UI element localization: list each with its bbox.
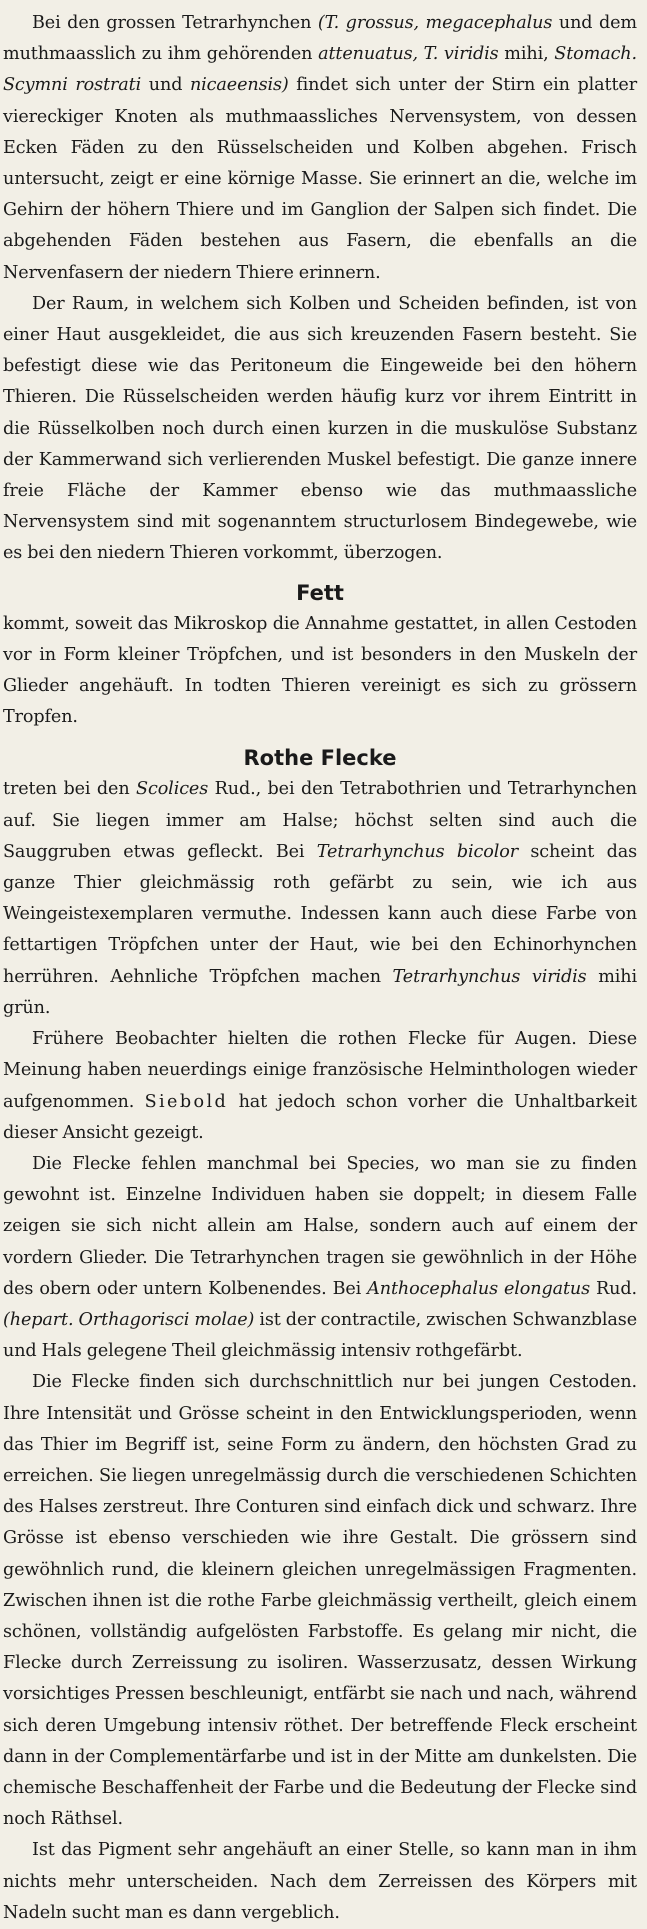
italic-species-name: Anthocephalus elongatus (367, 1278, 591, 1299)
paragraph-flecke-fehlen (3, 1149, 637, 1367)
italic-species-name: Tetrarhynchus bicolor (316, 841, 519, 862)
italic-species-name: Tetrarhynchus viridis (392, 966, 587, 987)
paragraph-kammer-raum (3, 289, 637, 570)
text-span: hat jedoch schon vorher die Unhaltbarkeit dieser Ansicht gezeigt. (3, 1091, 637, 1143)
text-span: Rud. (590, 1278, 637, 1299)
text-span: mihi grün. (3, 966, 637, 1018)
text-span: treten bei den (3, 779, 137, 800)
text-span: Die Flecke finden sich durchschnittlich nur bei jungen Cestoden. Ihre Intensität und Grösse scheint in den Entwicklungsperioden, wenn das Thier im Begriff ist, seine Form zu ändern, den höchsten Grad zu erreichen. Sie liegen unregelmässig durch die verschiedenen Schichten des Halses zerstreut. Ihre Conturen sind einfach dick und schwarz. Ihre Grösse ist ebenso verschieden wie ihre Gestalt. Die grössern sind gewöhnlich rund, die kleinern gleichen unregelmässigen Fragmenten. Zwischen ihnen ist die rothe Farbe gleichmässig vertheilt, gleich einem schönen, vollständig aufgelösten Farbstoffe. Es gelang mir nicht, die Flecke durch Zerreissung zu isoliren. Wasserzusatz, dessen Wirkung vorsichtiges Pressen beschleunigt, entfärbt sie nach und nach, während sich deren Umgebung intensiv röthet. Der betreffende Fleck erscheint dann in der Complementärfarbe und ist in der Mitte am dunkelsten. Die chemische Beschaffenheit der Farbe und die Bedeutung der Flecke sind noch Räthsel. (3, 1372, 637, 1830)
text-span: und dem muthmaasslich zu ihm gehörenden (3, 13, 638, 65)
section-heading-fett: Fett (296, 580, 344, 605)
text-span: findet sich unter der Stirn ein platter viereckiger Knoten als muthmaassliches Nervensystem, von dessen Ecken Fäden zu den Rüsselscheiden und Kolben abgehen. Frisch untersucht, zeigt er eine körnige Masse. Sie erinnert an die, welche im Gehirn der höhern Thiere und im Ganglion der Salpen sich findet. Die abgehenden Fäden bestehen aus Fasern, die ebenfalls an die Nervenfasern der niedern Thiere erinnern. (3, 75, 637, 283)
text-span: scheint das ganze Thier gleichmässig roth gefärbt zu sein, wie ich aus Weingeistexemplaren vermuthe. Indessen kann auch diese Farbe von fettartigen Tröpfchen unter der Haut, wie bei den Echinorhynchen herrühren. Aehnliche Tröpfchen machen (3, 841, 637, 987)
paragraph-pigment (3, 1835, 637, 1929)
italic-species-name: nicaeensis) (189, 75, 289, 96)
section-heading-rothe-flecke: Rothe Flecke (243, 746, 397, 771)
text-span: ist der contractile, zwischen Schwanzblase und Hals gelegene Theil gleichmässig intensiv rothgefärbt. (3, 1309, 637, 1362)
paragraph-tetrarhynchen-nervensystem (3, 8, 637, 289)
italic-species-name: Stomach. Scymni rostrati (3, 44, 637, 96)
text-span: Der Raum, in welchem sich Kolben und Scheiden befinden, ist von einer Haut ausgekleidet, die aus sich kreuzenden Fasern besteht. Sie befestigt diese wie das Peritoneum die Eingeweide bei den höhern Thieren. Die Rüsselscheiden werden häufig kurz vor ihrem Eintritt in die Rüsselkolben noch durch einen kurzen in die muskulöse Substanz der Kammerwand sich verlierenden Muskel befestigt. Die ganze innere freie Fläche der Kammer ebenso wie das muthmaassliche Nervensystem sind mit sogenanntem structurlosem Bindegewebe, wie es bei den niedern Thieren vorkommt, überzogen. (3, 293, 637, 564)
paragraph-rothe-flecke-auftreten (3, 774, 637, 1024)
italic-species-name: (T. grossus, megacephalus (317, 13, 553, 33)
paragraph-fett (3, 609, 637, 734)
text-span: und (141, 75, 190, 96)
italic-species-name: attenuatus, T. viridis (318, 44, 499, 65)
text-span: Die Flecke fehlen manchmal bei Species, wo man sie zu finden gewohnt ist. Einzelne Individuen haben sie doppelt; in diesem Falle zeigen sie sich nicht allein am Halse, sondern auch auf einem der vordern Glieder. Die Tetrarhynchen tragen sie gewöhnlich in der Höhe des obern oder untern Kolbenendes. Bei (3, 1153, 637, 1299)
text-span: mihi, (498, 44, 555, 65)
italic-species-name: Scolices (136, 779, 209, 800)
italic-species-name: (hepart. Orthagorisci molae) (3, 1309, 255, 1330)
text-span: Ist das Pigment sehr angehäuft an einer Stelle, so kann man in ihm nichts mehr unterscheiden. Nach dem Zerreissen des Körpers mit Nadeln sucht man es dann vergeblich. (3, 1840, 637, 1923)
paragraph-flecke-junge-cestoden (3, 1367, 637, 1835)
paragraph-fruehere-beobachter (3, 1024, 637, 1149)
spaced-author-name: Siebold (144, 1091, 229, 1112)
text-span: Rud., bei den Tetrabothrien und Tetrarhynchen auf. Sie liegen immer am Halse; höchst selten sind auch die Sauggruben etwas gefleckt. Bei (3, 779, 637, 862)
text-span: kommt, soweit das Mikroskop die Annahme gestattet, in allen Cestoden vor in Form kleiner Tröpfchen, und ist besonders in den Muskeln der Glieder angehäuft. In todten Thieren vereinigt es sich zu grössern Tropfen. (3, 613, 637, 728)
text-span: Frühere Beobachter hielten die rothen Flecke für Augen. Diese Meinung haben neuerdings einige französische Helminthologen wieder aufgenommen. (3, 1029, 637, 1112)
text-span: Bei den grossen Tetrarhynchen (32, 13, 318, 33)
